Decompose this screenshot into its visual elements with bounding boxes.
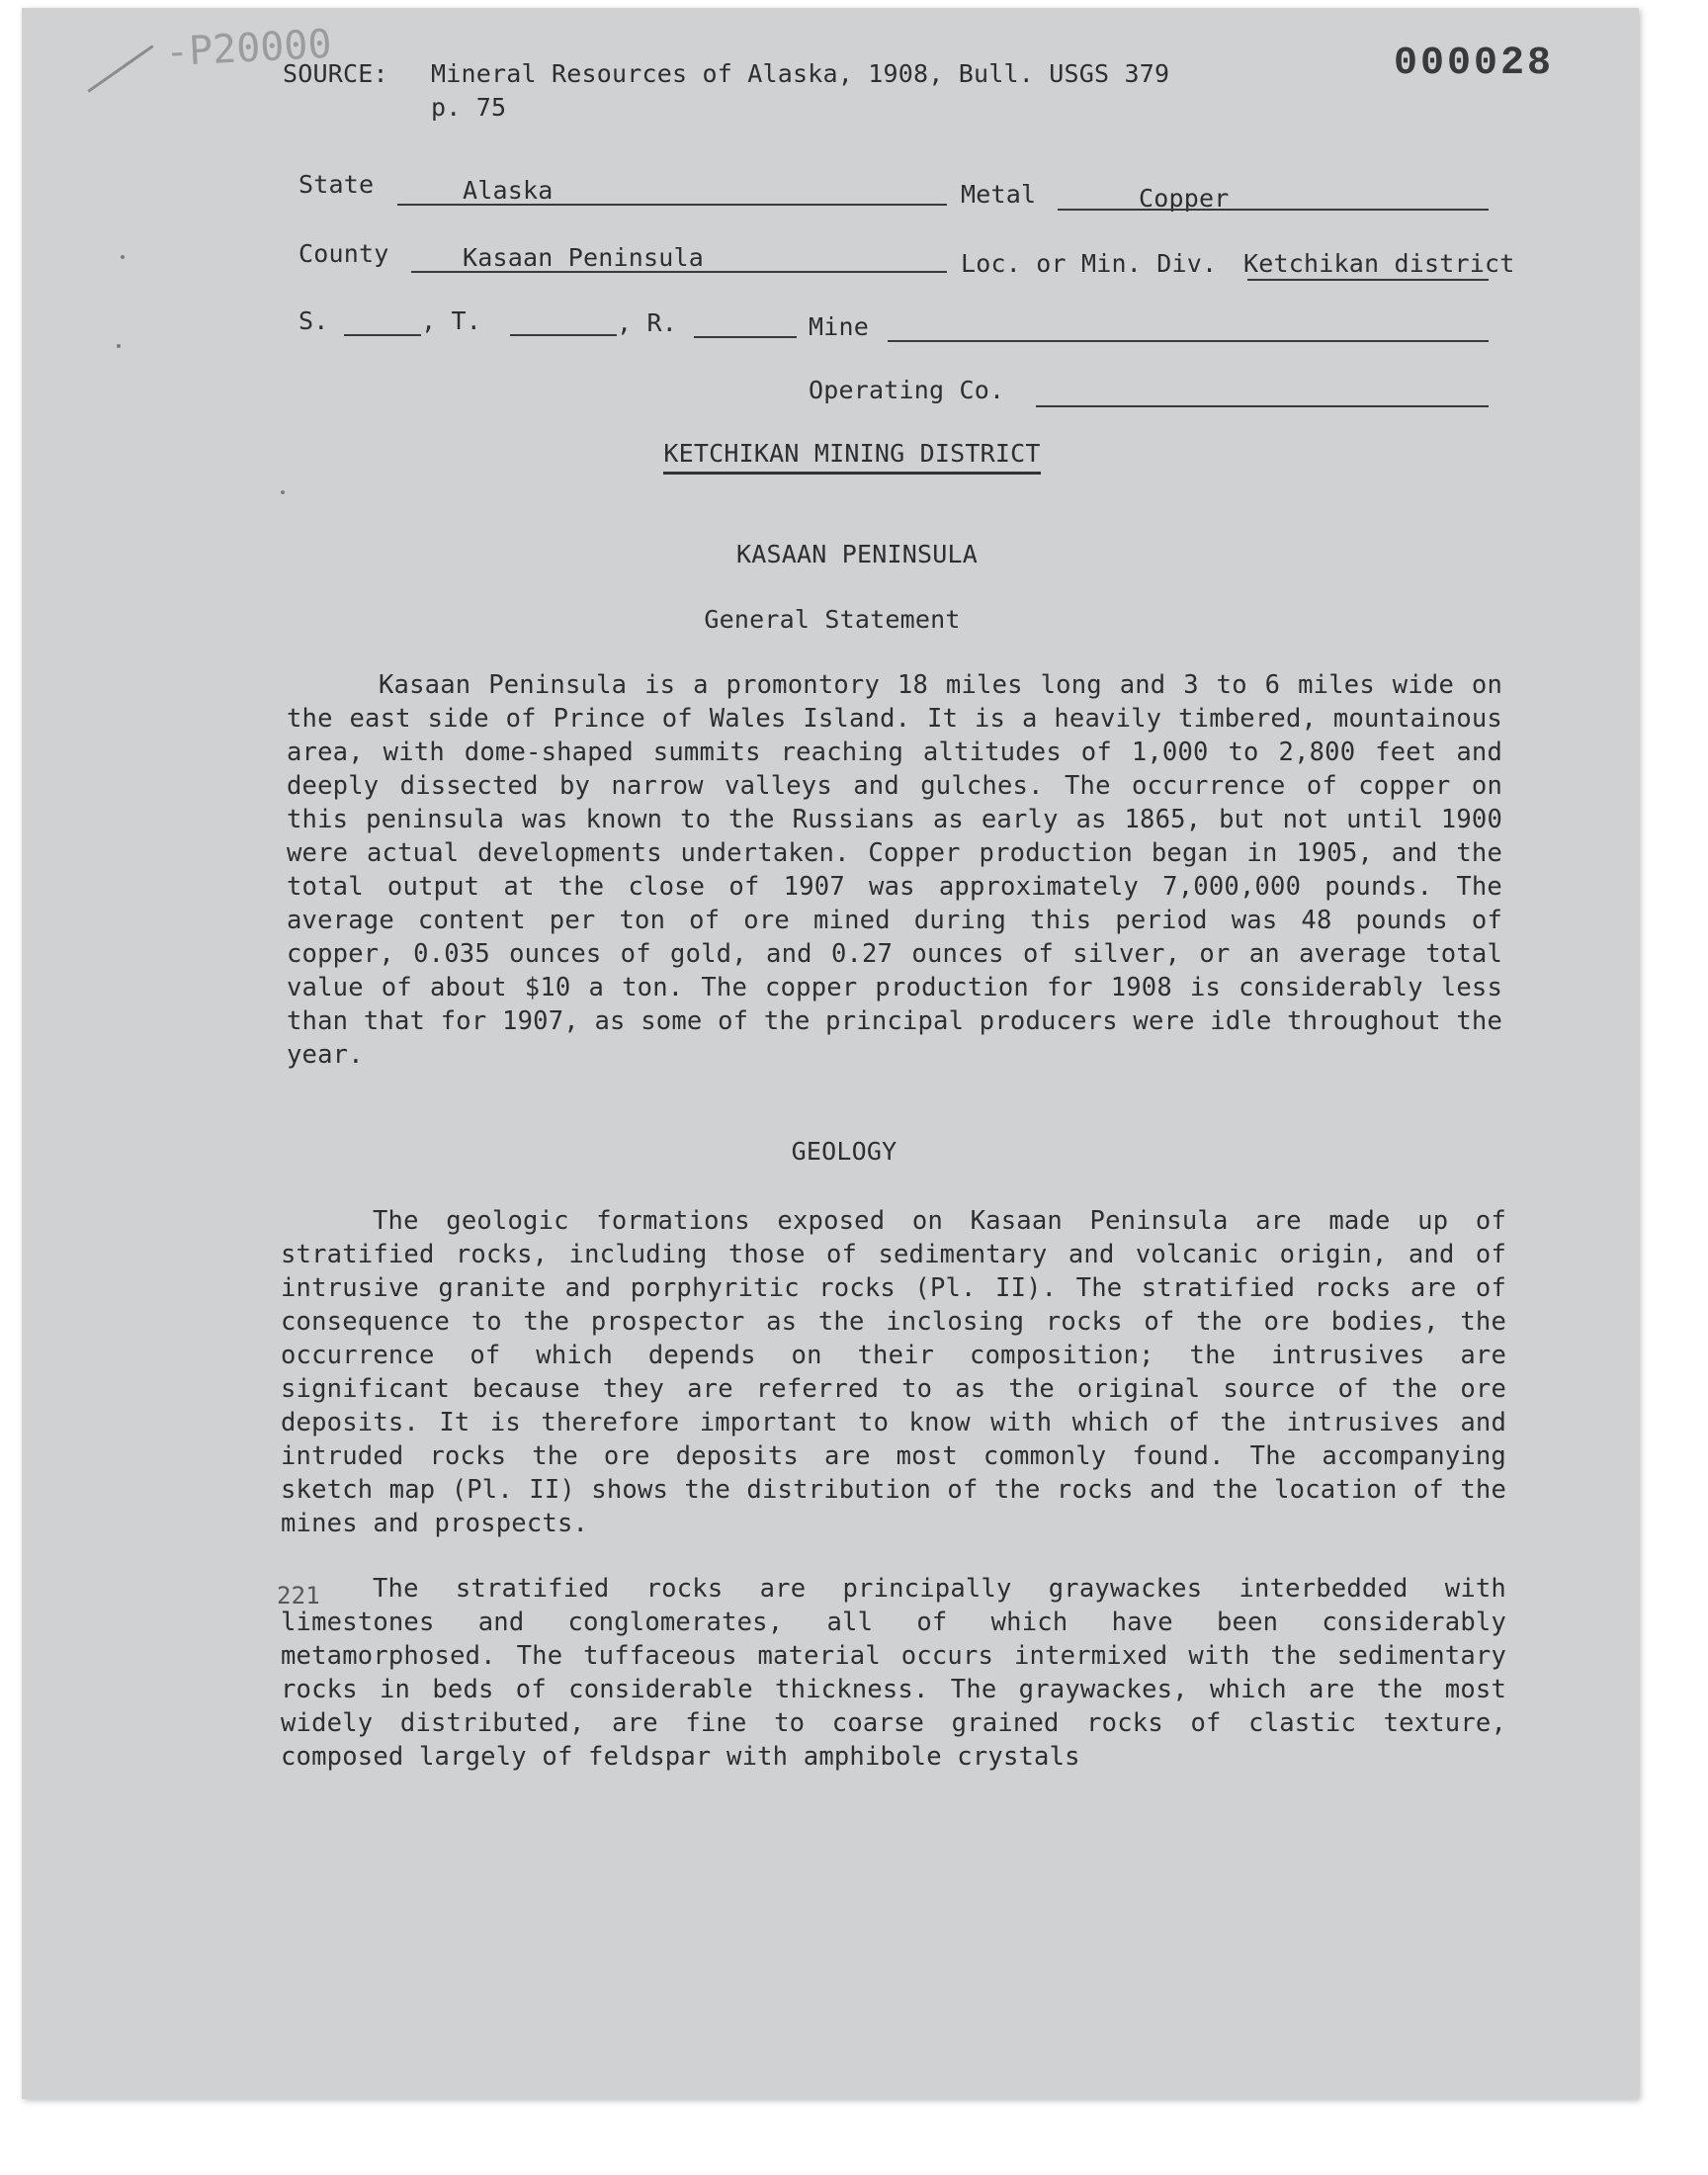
document-page (22, 8, 1639, 2099)
mine-label: Mine (809, 312, 870, 341)
t-line (510, 334, 617, 336)
general-statement-paragraph: Kasaan Peninsula is a promontory 18 miles long and 3 to 6 miles wide on the east side of Prince of Wales Island. It is a heavily timbered, mountainous area, with dome-shaped summits reaching altitudes of 1,000 to 2,800 feet and deeply dissected by narrow valleys and gulches. The occurrence of copper on this peninsula was known to the Russians as early as 1865, but not until 1900 were actual developments undertaken. Copper production began in 1905, and the total output at the close of 1907 was approximately 7,000,000 pounds. The average content per ton of ore mined during this period was 48 pounds of copper, 0.035 ounces of gold, and 0.27 ounces of silver, or an average total value of about $10 a ton. The copper production for 1908 is considerably less than that for 1907, as some of the principal producers were idle throughout the year. (287, 670, 1502, 1070)
r-label: , R. (617, 308, 678, 337)
loc-line (1247, 279, 1489, 281)
state-value: Alaska (463, 176, 554, 205)
t-label: , T. (421, 306, 482, 335)
source-line-1: Mineral Resources of Alaska, 1908, Bull. USGS 379 (431, 59, 1170, 88)
speck (121, 255, 125, 259)
county-value: Kasaan Peninsula (463, 243, 705, 272)
state-label: State (299, 170, 375, 199)
loc-value: Ketchikan district (1243, 249, 1515, 278)
speck (281, 490, 285, 494)
section-title: KASAAN PENINSULA (735, 540, 979, 568)
operating-line (1036, 405, 1489, 407)
page-marker: 221 (277, 1582, 320, 1610)
geology-paragraph-2: The stratified rocks are principally graywackes interbedded with limestones and conglomerates, all of which have been considerably metamorphosed. The tuffaceous material occurs intermixed with the sedimentary rocks in beds of considerable thickness. The graywackes, which are the most widely distributed, are fine to coarse grained rocks of clastic texture, composed largely of feldspar with amphibole crystals (281, 1574, 1506, 1772)
county-label: County (299, 239, 389, 268)
subsection-title: General Statement (704, 605, 961, 634)
source-line-2: p. 75 (431, 93, 507, 122)
district-title-wrap (22, 439, 1682, 468)
geology-paragraph-1: The geologic formations exposed on Kasaan Peninsula are made up of stratified rocks, including those of sedimentary and volcanic origin, and of intrusive granite and porphyritic rocks (Pl. II). The stratified rocks are of consequence to the prospector as the inclosing rocks of the ore bodies, the occurrence of which depends on their composition; the intrusives are significant because they are referred to as the original source of the ore deposits. It is therefore important to know with which of the intrusives and intruded rocks the ore deposits are most commonly found. The accompanying sketch map (Pl. II) shows the distribution of the rocks and the location of the mines and prospects. (281, 1206, 1506, 1538)
district-title: KETCHIKAN MINING DISTRICT (663, 439, 1040, 475)
s-label: S. (299, 306, 329, 335)
geology-title: GEOLOGY (791, 1137, 897, 1166)
metal-label: Metal (961, 180, 1037, 209)
speck (117, 344, 121, 348)
loc-label: Loc. or Min. Div. (961, 249, 1218, 278)
state-line (397, 204, 947, 206)
s-line (344, 334, 421, 336)
county-line (411, 271, 947, 273)
metal-value: Copper (1139, 184, 1230, 213)
r-line (694, 336, 797, 338)
metal-line (1058, 209, 1489, 211)
pencil-mark (87, 44, 153, 92)
source-label: SOURCE: (283, 59, 388, 88)
ghost-number: -P20000 (163, 21, 333, 76)
document-number: 000028 (1394, 42, 1555, 86)
operating-label: Operating Co. (809, 376, 1005, 404)
mine-line (888, 340, 1489, 342)
